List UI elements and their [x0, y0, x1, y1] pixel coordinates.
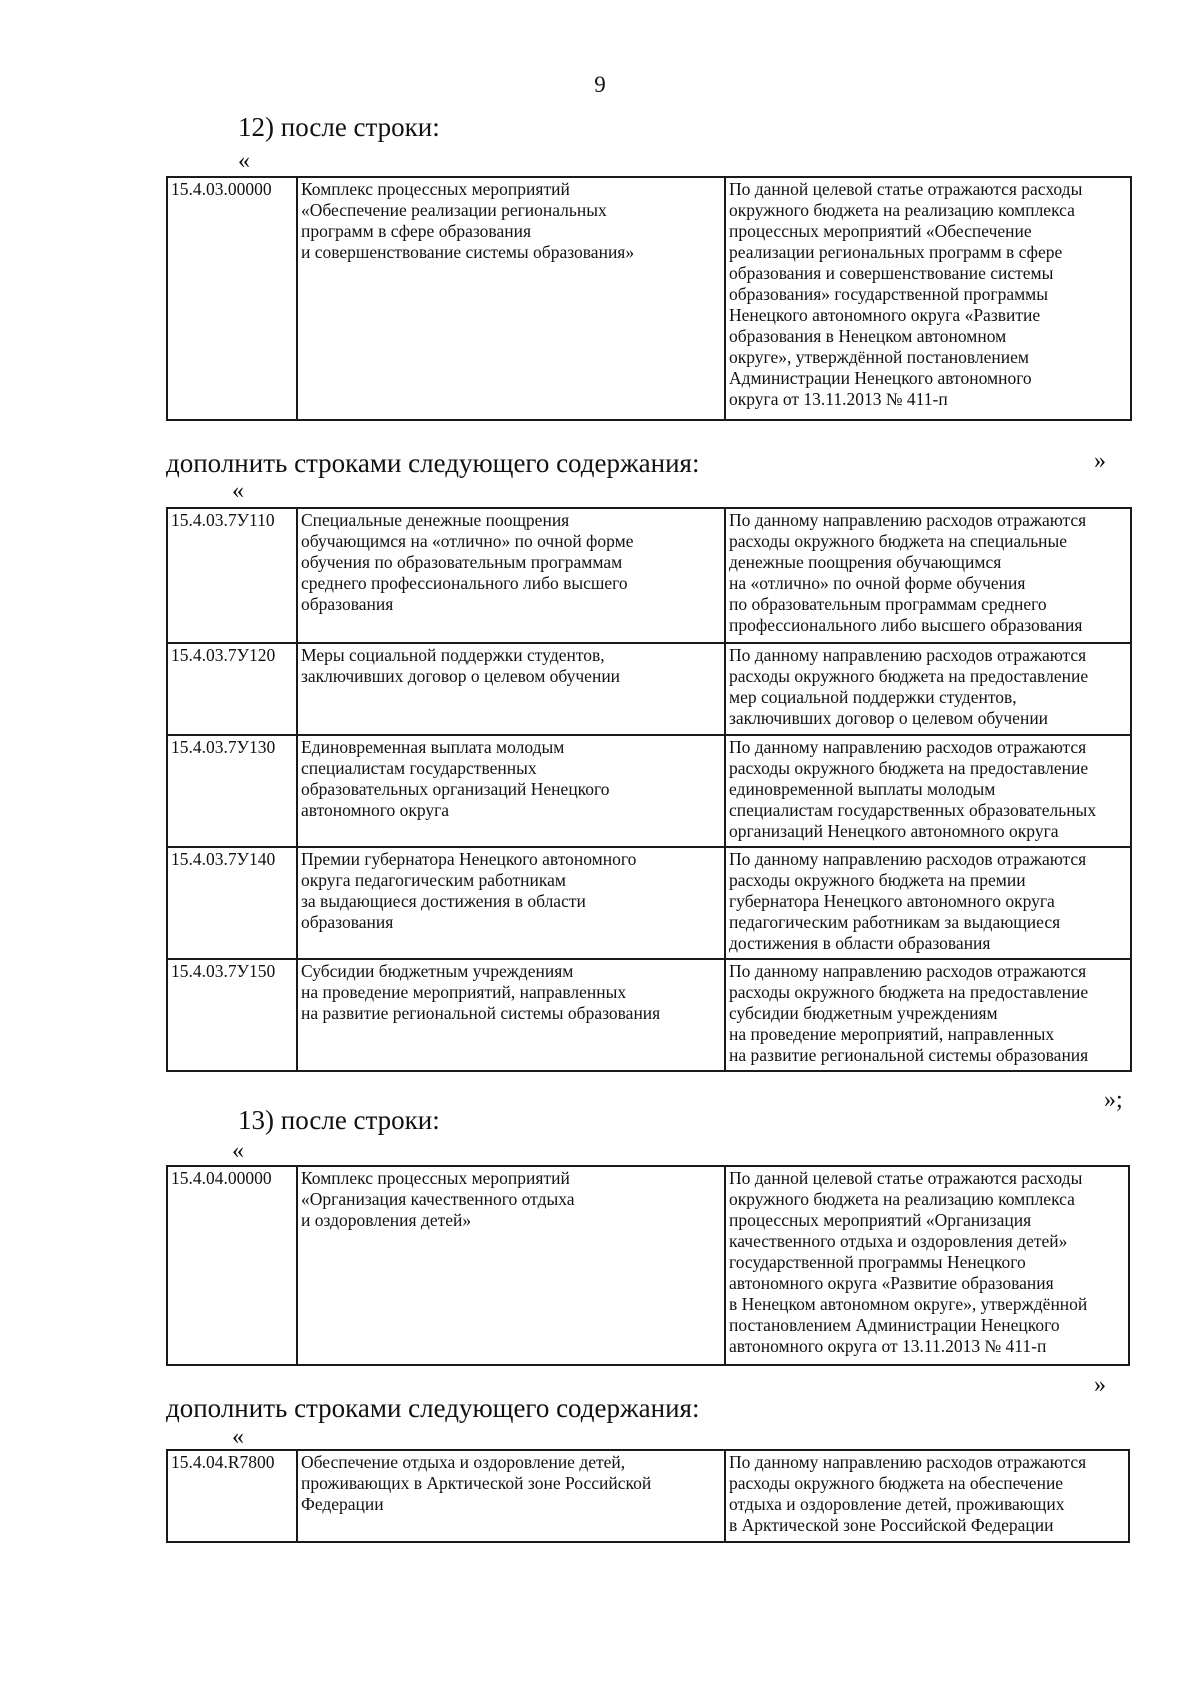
item-description: По данному направлению расходов отражаются расходы окружного бюджета на обеспечение отдыха и оздоровление детей, проживающих в Арктической зоне Российской Федерации — [725, 1450, 1129, 1542]
code-table — [166, 176, 1132, 421]
item-description: По данной целевой статье отражаются расходы окружного бюджета на реализацию комплекса процессных мероприятий «Обеспечение реализации региональных программ в сфере образования и совершенствование системы образования» государственной программы Ненецкого автономного округа «Развитие образования в Ненецком автономном округе», утверждённой постановлением Администрации Ненецкого автономного округа от 13.11.2013 № 411-п — [725, 177, 1131, 420]
code-table — [166, 1165, 1130, 1366]
item-description: По данному направлению расходов отражаются расходы окружного бюджета на премии губернатора Ненецкого автономного округа педагогическим работникам за выдающиеся достижения в области образования — [725, 847, 1131, 959]
budget-code: 15.4.03.7У150 — [167, 959, 297, 1071]
item-name: Премии губернатора Ненецкого автономного округа педагогическим работникам за выдающиеся достижения в области образования — [297, 847, 725, 959]
table-row — [167, 1166, 1129, 1365]
item-name: Меры социальной поддержки студентов, заключивших договор о целевом обучении — [297, 643, 725, 735]
budget-code: 15.4.03.7У120 — [167, 643, 297, 735]
open-quote: « — [232, 478, 244, 504]
budget-code: 15.4.04.R7800 — [167, 1450, 297, 1542]
table-row — [167, 643, 1131, 735]
item-name: Специальные денежные поощрения обучающимся на «отлично» по очной форме обучения по образовательным программам среднего профессионального либо высшего образования — [297, 508, 725, 643]
table-row — [167, 177, 1131, 420]
item-name: Единовременная выплата молодым специалистам государственных образовательных организаций Ненецкого автономного округа — [297, 735, 725, 847]
section-heading: 12) после строки: — [238, 112, 440, 142]
item-description: По данному направлению расходов отражаются расходы окружного бюджета на специальные денежные поощрения обучающимся на «отлично» по очной форме обучения по образовательным программам среднего профессионального либо высшего образования — [725, 508, 1131, 643]
item-name: Комплекс процессных мероприятий «Организация качественного отдыха и оздоровления детей» — [297, 1166, 725, 1365]
section-heading: дополнить строками следующего содержания: — [166, 1393, 700, 1423]
table-row — [167, 847, 1131, 959]
open-quote: « — [232, 1138, 244, 1164]
budget-code: 15.4.03.7У140 — [167, 847, 297, 959]
table-row — [167, 959, 1131, 1071]
table-row — [167, 735, 1131, 847]
close-quote: » — [1094, 448, 1106, 474]
close-quote: »; — [1104, 1087, 1123, 1113]
code-table — [166, 1449, 1130, 1543]
open-quote: « — [232, 1424, 244, 1450]
table-row — [167, 1450, 1129, 1542]
item-description: По данной целевой статье отражаются расходы окружного бюджета на реализацию комплекса процессных мероприятий «Организация качественного отдыха и оздоровления детей» государственной программы Ненецкого автономного округа «Развитие образования в Ненецком автономном округе», утверждённой постановлением Администрации Ненецкого автономного округа от 13.11.2013 № 411-п — [725, 1166, 1129, 1365]
code-table — [166, 507, 1132, 1072]
item-description: По данному направлению расходов отражаются расходы окружного бюджета на предоставление единовременной выплаты молодым специалистам государственных образовательных организаций Ненецкого автономного округа — [725, 735, 1131, 847]
item-name: Комплекс процессных мероприятий «Обеспечение реализации региональных программ в сфере образования и совершенствование системы образования» — [297, 177, 725, 420]
section-heading: 13) после строки: — [238, 1105, 440, 1135]
page-number: 9 — [594, 72, 606, 97]
item-name: Обеспечение отдыха и оздоровление детей, проживающих в Арктической зоне Российской Федерации — [297, 1450, 725, 1542]
budget-code: 15.4.03.7У130 — [167, 735, 297, 847]
close-quote: » — [1094, 1372, 1106, 1398]
open-quote: « — [238, 148, 250, 174]
item-description: По данному направлению расходов отражаются расходы окружного бюджета на предоставление субсидии бюджетным учреждениям на проведение мероприятий, направленных на развитие региональной системы образования — [725, 959, 1131, 1071]
section-heading: дополнить строками следующего содержания: — [166, 448, 700, 478]
table-row — [167, 508, 1131, 643]
budget-code: 15.4.03.00000 — [167, 177, 297, 420]
budget-code: 15.4.03.7У110 — [167, 508, 297, 643]
item-description: По данному направлению расходов отражаются расходы окружного бюджета на предоставление мер социальной поддержки студентов, заключивших договор о целевом обучении — [725, 643, 1131, 735]
budget-code: 15.4.04.00000 — [167, 1166, 297, 1365]
item-name: Субсидии бюджетным учреждениям на проведение мероприятий, направленных на развитие региональной системы образования — [297, 959, 725, 1071]
